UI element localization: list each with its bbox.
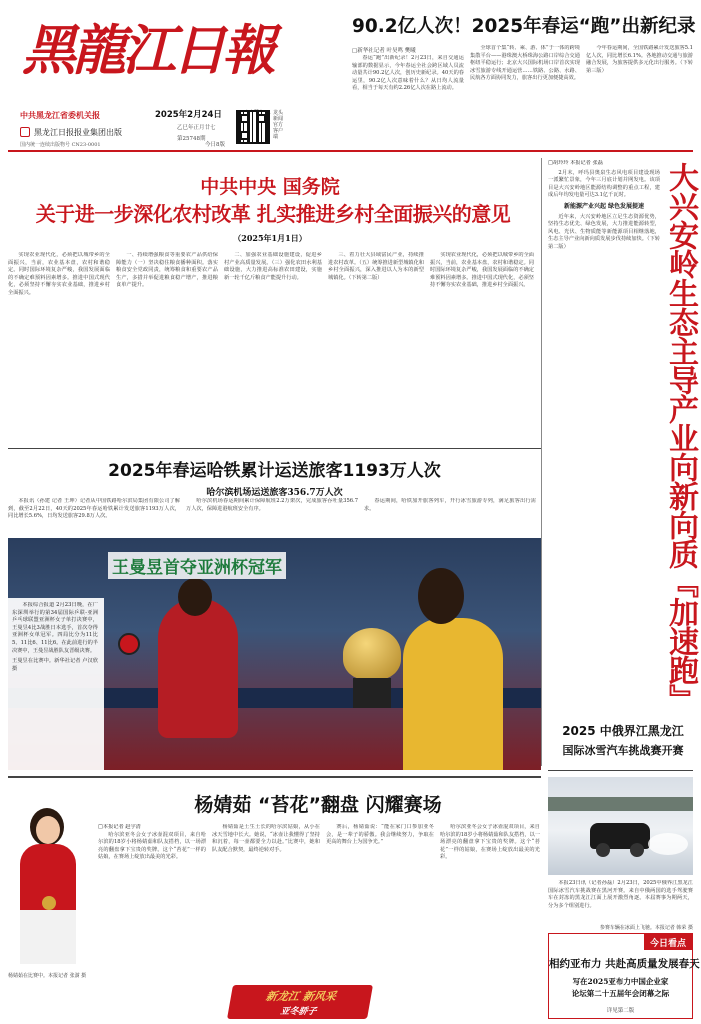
right-feature-headline: 大兴安岭生态主导产业向新向质『加速跑』: [663, 162, 698, 713]
lead-main-kicker: 中共中央 国务院: [200, 176, 340, 198]
lead-main-para: 实现农业现代化，必须把以城带乡的全面振兴，当前，农业基本盘，农村和谐稳定。同时国际环境复杂严峻，我国发展面临的不确定难预料因素增多。推进中国式现代化，必须坚持不懈夯实农业基础，推进乡村全面振兴。: [8, 252, 110, 296]
player-left-head: [178, 578, 212, 616]
wang-manyu-caption: 王曼昱在比赛中。新华社记者 卢汉欣 摄: [12, 658, 98, 672]
lead-main-para: 一、持续增强粮食等重要农产品供给保障能力（一）坚决稳住粮食播种面积。落实粮食安全党政同责，统筹粮食和重要农产品生产，多措并举促进粮食稳产增产，推进粮食单产提升。: [116, 252, 218, 289]
lead-main-dateline: （2025年1月1日）: [233, 233, 307, 243]
railway-col1: [8, 498, 180, 534]
yang-jingru-col1: [98, 824, 206, 984]
yang-jingru-col3: [326, 824, 434, 984]
lead-top-col1: [352, 55, 464, 147]
lead-top-para: 春运“跑”出新纪录！2月23日，来自交通运输部的数据显示，今年春运全社会跨区域人员流动量共计90.2亿人次，创历史新纪录。40天的春运里，90.2亿人次意味着什么？从日均人流量看，相当于每天有约2.26亿人次在路上流动。: [352, 55, 464, 92]
player-right-figure: [403, 618, 503, 770]
lead-top-byline: □新华社记者 叶昊鸣 樊曦: [352, 48, 416, 54]
player-right-head: [418, 568, 464, 624]
lead-main-para: 三、着力壮大县域富民产业，持续推进农村改革。（五）统筹推进新型城镇化和乡村全面振兴，深入推进以人为本的新型城镇化。（下转第二版）: [328, 252, 424, 281]
lead-main-headline: 关于进一步深化农村改革 扎实推进乡村全面振兴的意见: [35, 202, 511, 226]
china-russia-para: 本报23日讯（记者孙磊）2月23日，2025中俄界江黑龙江国际冰雪汽车挑战赛在黑河开赛。来自中俄两国的选手驾驶赛车在封冻的黑龙江江面上展开激烈角逐。本届赛事为期两天，分为多个组别进行。: [548, 880, 693, 909]
forest-line: [548, 797, 693, 811]
china-russia-body: [548, 880, 693, 924]
date: 2025年2月24日: [155, 110, 222, 120]
page-count: 今日8版: [205, 142, 225, 148]
rally-car-photo: [548, 777, 693, 875]
publisher-line2: 黑龙江日报报业集团出版: [34, 128, 122, 137]
railway-para: 本报讯（孙建 记者 王坤）记者从中国铁路哈尔滨局集团有限公司了解到，截至2月22日，40天的2025年春运哈铁累计发送旅客1193万人次，同比增长5.6%，日均发送旅客29.8万人次。: [8, 498, 180, 520]
qr-code-icon[interactable]: [236, 110, 270, 144]
issue-number: 第25748期: [177, 136, 206, 142]
masthead-title: 黑龍江日報: [22, 18, 272, 82]
today-highlights-headline: 相约亚布力 共赴高质量发展春天: [549, 958, 700, 970]
lead-main-col2: [116, 252, 218, 444]
yang-jingru-para: 哈尔滨亚冬会女子冰壶混双项目，来自哈尔滨的18岁小将杨婧茹和队友搭档，以一场漂亮的翻盘拿下宝贵的奖牌。这个“苔花”一样的姑娘，在赛场上绽放出最美的光彩。: [98, 831, 206, 861]
paddle-icon: [118, 633, 140, 655]
lead-top-para: 全球首个集“转、乘、游、体”于一体的跨境集散平台——港珠澳大桥珠海公路口岸综合交通枢纽平稳运行；北京大兴国际机场口岸首次实现冰雪旅游专线开通运营……铁路、公路、水路、民航各方面协同发力，旅客出行更加便捷高效。: [470, 45, 580, 82]
yang-jingru-para: 赛后，杨婧茹说：“能在家门口参加亚冬会，是一辈子的骄傲。我会继续努力，争取在更高的舞台上为国争光。”: [326, 824, 434, 846]
wang-manyu-headline: 王曼昱首夺亚洲杯冠军: [108, 552, 286, 579]
pub-info: 国内统一连续出版物号 CN23-0001: [20, 142, 101, 148]
today-highlights-subhead-2: 论坛第二十五届年会闭幕之际: [571, 989, 670, 998]
publisher-line1: 中共黑龙江省委机关报: [20, 111, 100, 120]
publisher-logo-icon: [20, 127, 30, 137]
lead-main-col3: [224, 252, 322, 444]
emblem-line1: 新龙江 新风采: [264, 990, 338, 1003]
railway-subhead: 哈尔滨机场运送旅客356.7万人次: [206, 488, 343, 498]
section-divider: [8, 448, 541, 449]
trophy-icon: [343, 628, 401, 680]
wang-manyu-para: 本报综合报道 2月23日晚，在广东深圳举行的第34届国际乒联-亚洲乒乓球联盟亚洲杯女子单打决赛中，王曼昱4比3战胜日本选手，首次夺得亚洲杯女单冠军。四局比分为11比5、11比6、11比6。在此前进行的半决赛中，王曼昱战胜队友晋级决赛。: [12, 602, 98, 654]
yang-jingru-col2: [212, 824, 320, 984]
player-left-figure: [158, 598, 238, 738]
today-highlights-title: 今日看点: [649, 939, 686, 949]
china-russia-headline-2: 国际冰雪汽车挑战赛开赛: [562, 744, 684, 757]
lead-top-headline: 90.2亿人次！2025年春运“跑”出新纪录: [352, 16, 696, 37]
lead-main-col5: [430, 252, 534, 444]
china-russia-caption: 参赛车辆在冰面上飞驰。本报记者 韩荣 摄: [599, 925, 693, 931]
rally-car-wheel: [630, 843, 644, 857]
yang-jingru-col4: [440, 824, 540, 984]
rally-car-wheel: [596, 843, 610, 857]
railway-para: 春运期间，哈铁加开旅客列车，开行冰雪旅游专列，满足旅客出行需求。: [364, 498, 536, 512]
lead-top-para: 今年春运期间，全国铁路累计发送旅客5.1亿人次，同比增长6.1%。各地推动交通与旅游融合发展，为旅客提供多元化出行服务。（下转第三版）: [586, 45, 693, 74]
column-divider: [541, 158, 542, 766]
yang-jingru-photo: [8, 800, 92, 970]
yang-jingru-byline: □本报记者 赵宇清: [98, 824, 141, 830]
lead-top-col2: [470, 45, 580, 147]
china-russia-headline-1: 2025 中俄界江黑龙江: [562, 724, 684, 738]
qr-caption: 龙头新闻官方客户端: [273, 110, 284, 140]
section-divider: [8, 776, 541, 778]
lead-main-col1: [8, 252, 110, 444]
right-feature-byline: □胡玲玲 本报记者 张磊: [548, 160, 603, 166]
right-feature-subhead: 新能源产业兴起 绿色发展提速: [563, 202, 645, 210]
trophy-base: [353, 678, 391, 708]
railway-headline: 2025年春运哈铁累计运送旅客1193万人次: [108, 461, 441, 481]
yang-jingru-caption: 杨婧茹在比赛中。本报记者 张澍 摄: [8, 973, 87, 979]
section-divider: [548, 770, 693, 771]
today-highlights-subhead-1: 写在2025亚布力中国企业家: [572, 977, 669, 986]
lead-main-para: 二、加强农业基础设施建设，促进乡村产业高质量发展。（三）强化农田水利基础设施，大力推进高标准农田建设，实施新一轮千亿斤粮食产能提升行动。: [224, 252, 322, 281]
masthead-divider: [8, 150, 693, 152]
asian-winter-games-emblem: [227, 985, 373, 1019]
emblem-line2: 亚冬骄子: [279, 1007, 318, 1017]
wang-manyu-body: [12, 602, 98, 742]
yang-jingru-para: 哈尔滨亚冬会女子冰壶混双项目，来自哈尔滨的18岁小将杨婧茹和队友搭档，以一场漂亮的翻盘拿下宝贵的奖牌。这个“苔花”一样的姑娘，在赛场上绽放出最美的光彩。: [440, 824, 540, 861]
railway-col3: [364, 498, 536, 534]
lead-main-para: 实现农业现代化，必须把以城带乡的全面振兴，当前，农业基本盘，农村和谐稳定。同时国际环境复杂严峻，我国发展面临的不确定难预料因素增多。推进中国式现代化，必须坚持不懈夯实农业基础，推进乡村全面振兴。: [430, 252, 534, 289]
right-feature-para: 2月末，呼玛县奥泉生态风电项目建设现场一派繁忙景象，今年三月底计划并网发电。该项目是大兴安岭地区能源结构调整的重点工程，建成后年均发电量可达3.1亿千瓦时。: [548, 169, 660, 199]
today-highlights-ref: 详见第二版: [606, 1008, 635, 1014]
lead-main-col4: [328, 252, 424, 444]
snow-spray: [648, 833, 688, 855]
railway-col2: [186, 498, 358, 534]
today-highlights-box[interactable]: [548, 933, 700, 1019]
lunar-date: 乙巳年正月廿七: [177, 125, 216, 131]
right-feature-col: [548, 160, 660, 760]
railway-para: 哈尔滨机场春运期间累计保障航班2.2万架次，完成旅客吞吐量356.7万人次，保障进港航班安全有序。: [186, 498, 358, 512]
right-feature-para: 近年来，大兴安岭地区立足生态资源优势，坚持生态优先、绿色发展，大力推进能源转型，风电、光伏、生物质能等新能源项目相继落地，生态主导产业向新向质发展步伐持续加快。（下转第二版）: [548, 213, 660, 250]
yang-jingru-para: 杨婧茹是土生土长的哈尔滨姑娘，从小在冰天雪地中长大。她说，“冰壶让我懂得了坚持和沉着，每一壶都要全力以赴。”比赛中，她和队友配合默契，最终逆转对手。: [212, 824, 320, 853]
yang-jingru-headline: 杨婧茹 “苔花”翻盘 闪耀赛场: [194, 794, 442, 816]
medal-icon: [42, 896, 56, 910]
lead-top-col3: [586, 45, 693, 147]
athlete-face: [36, 816, 60, 844]
